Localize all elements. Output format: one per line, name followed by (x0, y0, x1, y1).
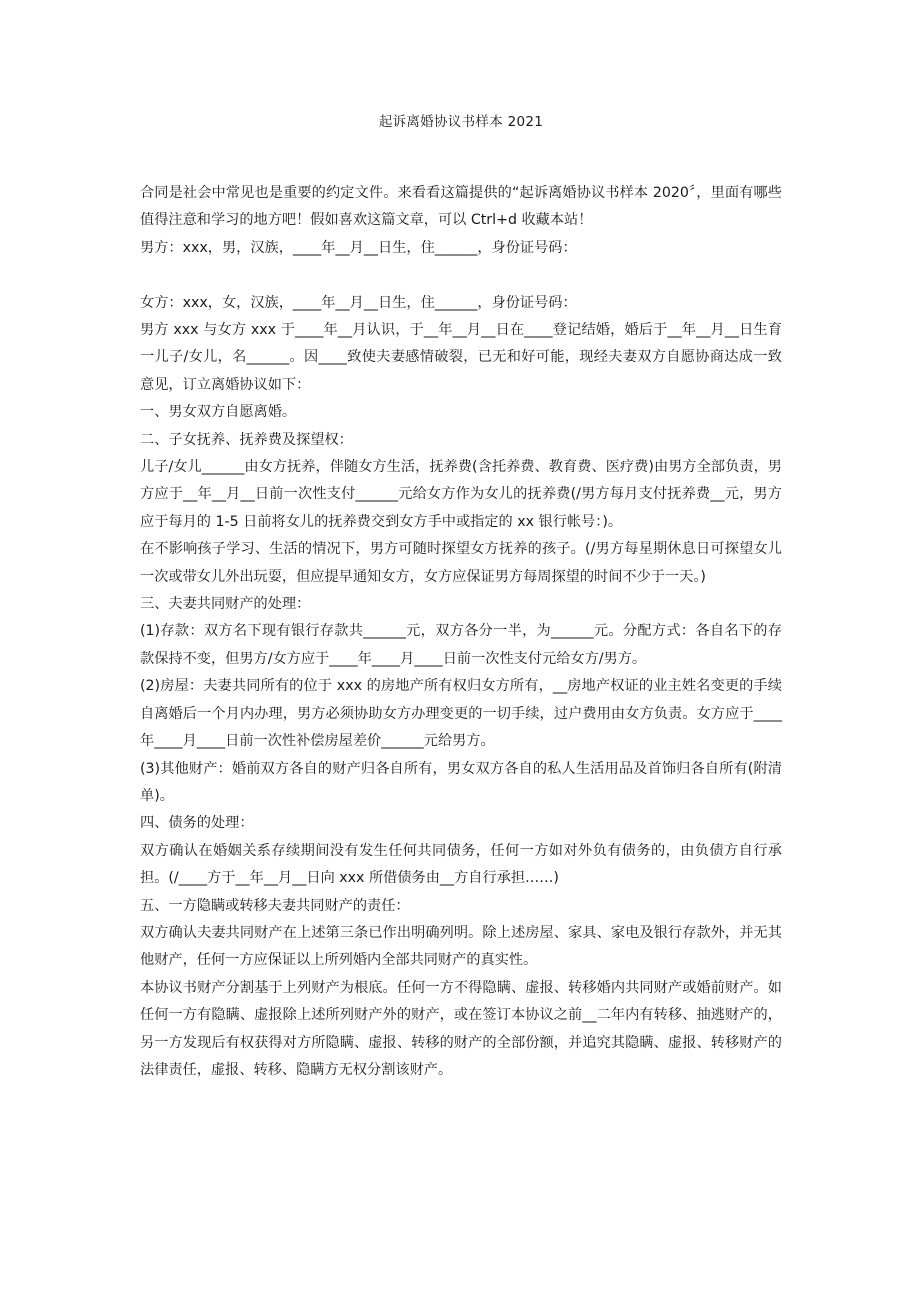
blank-line (140, 262, 782, 289)
section-heading-5: 五、一方隐瞒或转移夫妻共同财产的责任： (140, 897, 410, 914)
child-custody-paragraph: 儿子/女儿______由女方抚养，伴随女方生活，抚养费(含托养费、教育费、医疗费)由男方全部负责，男方应于__年__月__日前一次性支付______元给女方作为女儿的抚养费(/男方每月支付抚养费__元，男方应于每月的 1-5 日前将女儿的抚养费交到女方手中或指定的 xx 银行帐号：)。 (140, 459, 782, 530)
wife-info: 女方：xxx，女，汉族，____年__月__日生，住______，身份证号码： (140, 294, 577, 311)
house-paragraph: (2)房屋：夫妻共同所有的位于 xxx 的房地产所有权归女方所有，__房地产权证的业主姓名变更的手续自离婚后一个月内办理，男方必须协助女方办理变更的一切手续，过户费用由女方负责。女方应于____年____月____日前一次性补偿房屋差价______元给男方。 (140, 678, 782, 750)
section-heading-4: 四、债务的处理： (140, 815, 254, 832)
document-body (140, 180, 782, 1084)
debts-paragraph: 双方确认在婚姻关系存续期间没有发生任何共同债务，任何一方如对外负有债务的，由负债方自行承担。(/____方于__年__月__日向 xxx 所借债务由__方自行承担……) (140, 842, 782, 887)
property-division-paragraph: 本协议书财产分割基于上列财产为根底。任何一方不得隐瞒、虚报、转移婚内共同财产或婚前财产。如任何一方有隐瞒、虚报除上述所列财产外的财产，或在签订本协议之前__二年内有转移、抽逃财产的，另一方发现后有权获得对方所隐瞒、虚报、转移的财产的全部份额，并追究其隐瞒、虚报、转移财产的法律责任，虚报、转移、隐瞒方无权分割该财产。 (140, 979, 782, 1078)
deposits-paragraph: (1)存款：双方名下现有银行存款共______元，双方各分一半，为______元。分配方式：各自名下的存款保持不变，但男方/女方应于____年____月____日前一次性支付元给女方/男方。 (140, 623, 782, 667)
document-page (140, 112, 782, 1084)
section-heading-2: 二、子女抚养、抚养费及探望权： (140, 431, 353, 448)
section-heading-1: 一、男女双方自愿离婚。 (140, 404, 297, 421)
section-heading-3: 三、夫妻共同财产的处理： (140, 596, 311, 613)
husband-info: 男方：xxx，男，汉族，____年__月__日生，住______，身份证号码： (140, 239, 577, 256)
other-property-paragraph: (3)其他财产：婚前双方各自的财产归各自所有，男女双方各自的私人生活用品及首饰归各自所有(附清单)。 (140, 760, 782, 804)
intro-paragraph: 合同是社会中常见也是重要的约定文件。来看看这篇提供的“起诉离婚协议书样本 2020〞，里面有哪些值得注意和学习的地方吧！假如喜欢这篇文章，可以 Ctrl+d 收藏本站！ (140, 185, 782, 229)
marriage-background: 男方 xxx 与女方 xxx 于____年__月认识，于__年__月__日在____登记结婚，婚后于__年__月__日生育一儿子/女儿，名______。因____致使夫妻感情破裂，已无和好可能，现经夫妻双方自愿协商达成一致意见，订立离婚协议如下： (140, 322, 782, 393)
property-confirmation-paragraph: 双方确认夫妻共同财产在上述第三条已作出明确列明。除上述房屋、家具、家电及银行存款外，并无其他财产，任何一方应保证以上所列婚内全部共同财产的真实性。 (140, 924, 782, 969)
visitation-paragraph: 在不影响孩子学习、生活的情况下，男方可随时探望女方抚养的孩子。(/男方每星期休息日可探望女儿一次或带女儿外出玩耍，但应提早通知女方，女方应保证男方每周探望的时间不少于一天。) (140, 541, 782, 585)
document-title: 起诉离婚协议书样本 2021 (378, 114, 544, 130)
